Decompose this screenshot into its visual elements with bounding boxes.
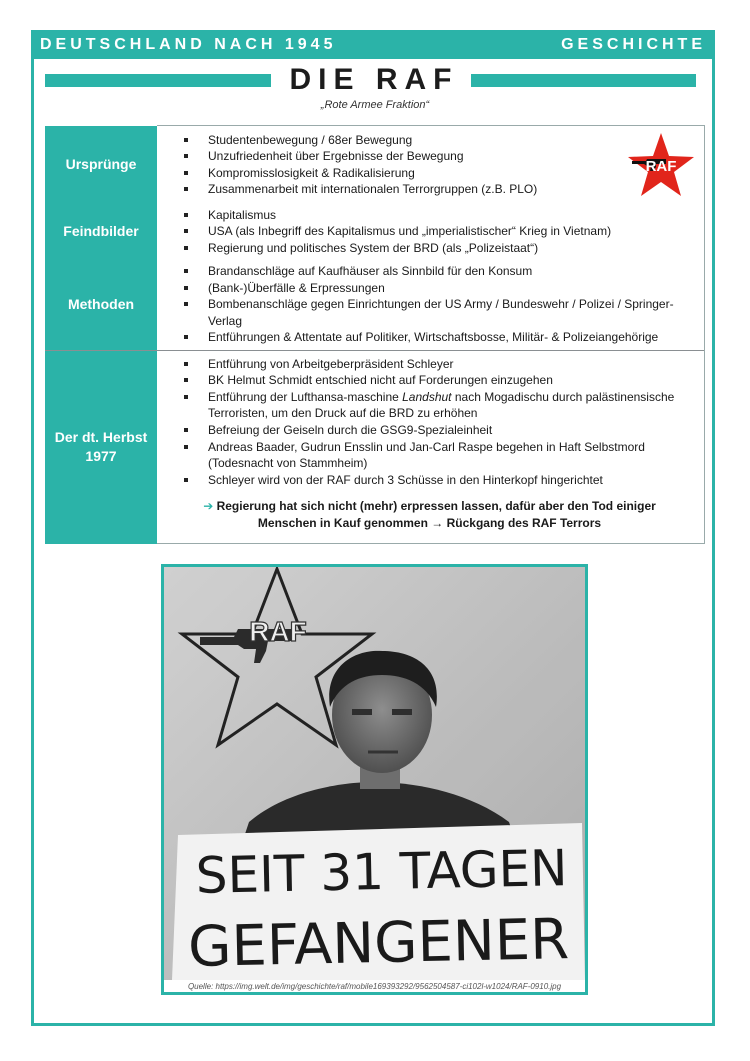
section-content: [157, 350, 705, 543]
sign-line2: GEFANGENER: [187, 907, 570, 980]
list-item: [181, 389, 698, 422]
title-rule-left: [45, 74, 271, 87]
list-item: Entführung von Arbeitgeberpräsident Schleyer: [181, 356, 698, 373]
bullet-list: [181, 207, 698, 257]
text-run: nach Mogadischu durch palästinensische Terroristen, um den Druck auf die BRD zu erhöhen: [208, 389, 675, 421]
raf-star-logo: [626, 131, 696, 201]
conclusion-line1: Regierung hat sich nicht (mehr) erpressen lassen, dafür aber den Tod einiger: [213, 499, 656, 514]
list-item: Studentenbewegung / 68er Bewegung: [181, 132, 698, 149]
section-content: [157, 260, 705, 351]
list-item: Regierung und politisches System der BRD (als „Polizeistaat“): [181, 240, 698, 257]
section-content: [157, 126, 705, 204]
section-label-line2: 1977: [85, 447, 117, 464]
header-topic: DEUTSCHLAND NACH 1945: [40, 35, 337, 53]
section-row-methoden: [45, 260, 705, 351]
list-item: Entführungen & Attentate auf Politiker, Wirtschaftsbosse, Militär- & Polizeiangehörige: [181, 329, 698, 346]
list-item: Unzufriedenheit über Ergebnisse der Bewegung: [181, 148, 698, 165]
text-run-italic: Landshut: [402, 389, 452, 404]
page-subtitle: „Rote Armee Fraktion“: [320, 99, 430, 111]
title-rule-right: [471, 74, 697, 87]
arrow-icon: ➔: [203, 499, 214, 514]
section-row-ursprunge: [45, 126, 705, 204]
list-item: Bombenanschläge gegen Einrichtungen der US Army / Bundeswehr / Polizei / Springer-Verlag: [181, 296, 698, 329]
list-item: Andreas Baader, Gudrun Ensslin und Jan-Carl Raspe begehen in Haft Selbstmord (Todesnacht von Stammheim): [181, 439, 698, 472]
bullet-list: [181, 263, 698, 346]
conclusion: [181, 498, 698, 532]
section-label: Feindbilder: [45, 204, 157, 260]
overview-table: [45, 125, 705, 544]
logo-text: RAF: [645, 158, 677, 175]
list-item: Kompromisslosigkeit & Radikalisierung: [181, 165, 698, 182]
list-item: Zusammenarbeit mit internationalen Terrorgruppen (z.B. PLO): [181, 181, 698, 198]
eye-right: [392, 709, 412, 715]
section-label: [45, 350, 157, 543]
list-item: (Bank-)Überfälle & Erpressungen: [181, 280, 698, 297]
bullet-list: [181, 356, 698, 489]
schleyer-hostage-photo: [164, 567, 585, 980]
star-label: RAF: [249, 616, 307, 647]
page-title: DIE RAF: [289, 63, 459, 96]
section-row-deutscher-herbst: [45, 350, 705, 543]
section-label-line1: Der dt. Herbst: [54, 428, 148, 445]
eye-left: [352, 709, 372, 715]
list-item: Kapitalismus: [181, 207, 698, 224]
section-label: Ursprünge: [45, 126, 157, 204]
bullet-list: [181, 132, 698, 198]
header-subject: GESCHICHTE: [561, 35, 706, 53]
sign-line1: SEIT 31 TAGEN: [195, 839, 569, 905]
section-label: Methoden: [45, 260, 157, 351]
header-bar: [31, 30, 715, 59]
photo-frame: [161, 564, 588, 995]
list-item: Befreiung der Geiseln durch die GSG9-Spezialeinheit: [181, 422, 698, 439]
conclusion-line2: Menschen in Kauf genommen → Rückgang des RAF Terrors: [257, 516, 602, 531]
list-item: Schleyer wird von der RAF durch 3 Schüsse in den Hinterkopf hingerichtet: [181, 472, 698, 489]
text-run: Entführung der Lufthansa-maschine: [208, 389, 403, 404]
title-row: [45, 64, 696, 96]
list-item: BK Helmut Schmidt entschied nicht auf Forderungen einzugehen: [181, 372, 698, 389]
section-content: [157, 204, 705, 260]
list-item: USA (als Inbegriff des Kapitalismus und „imperialistischer“ Krieg in Vietnam): [181, 223, 698, 240]
section-row-feindbilder: [45, 204, 705, 260]
image-source: Quelle: https://img.welt.de/img/geschichte/raf/mobile169393292/9562504587-ci102l-w1024/RAF-0910.jpg: [187, 982, 562, 991]
list-item: Brandanschläge auf Kaufhäuser als Sinnbild für den Konsum: [181, 263, 698, 280]
